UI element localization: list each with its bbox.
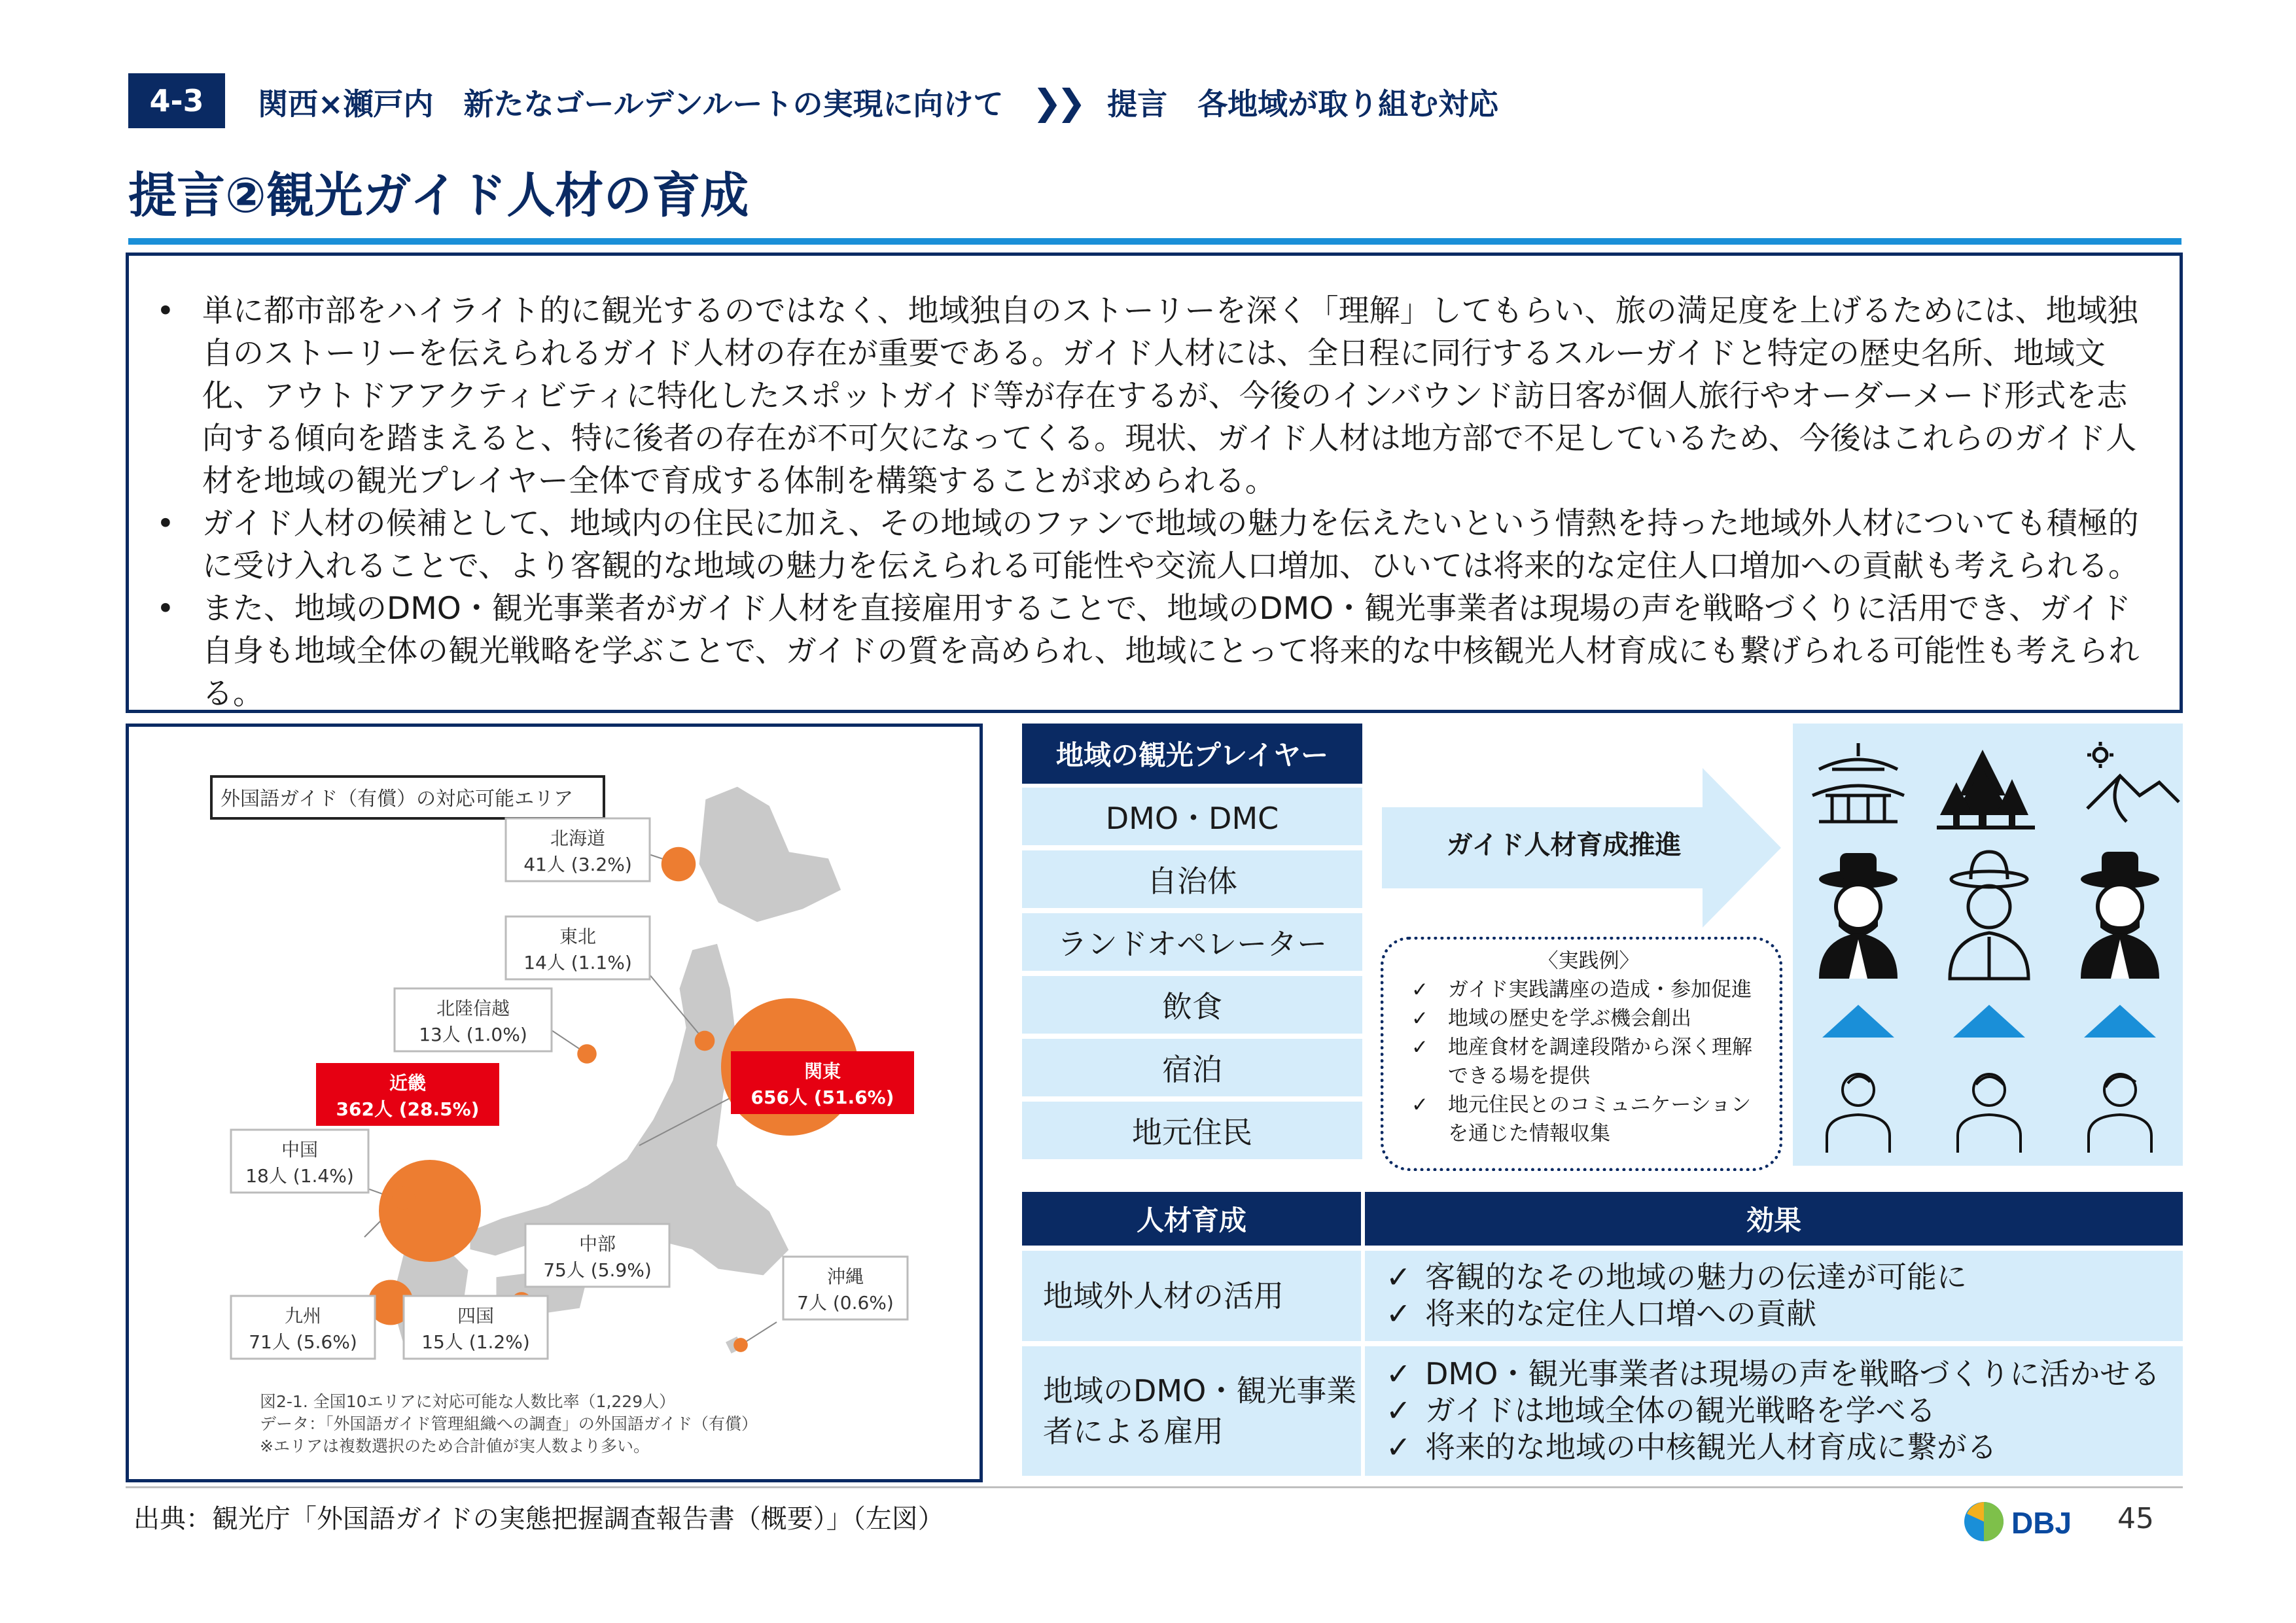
- breadcrumb: [258, 79, 1498, 126]
- check-icon: ✓: [1386, 1259, 1411, 1295]
- page-title: 提言②観光ガイド人材の育成: [128, 167, 749, 224]
- summary-box: [126, 253, 2183, 713]
- check-icon: ✓: [1386, 1393, 1411, 1428]
- map-title: 外国語ガイド（有償）の対応可能エリア: [221, 788, 574, 811]
- table-row-effects: [1365, 1251, 2183, 1341]
- region-value-hokkaido: 41人 (3.2%): [523, 854, 632, 875]
- check-icon: ✓: [1411, 1007, 1428, 1030]
- region-value-chugoku: 18人 (1.4%): [245, 1165, 354, 1187]
- region-value-chubu: 75人 (5.9%): [543, 1259, 652, 1281]
- triangle-icon: [1953, 1005, 2025, 1038]
- example-item: ✓ 地産食材を調達段階から深く理解できる場を提供: [1411, 1033, 1766, 1091]
- person-icon: [1827, 1074, 1890, 1153]
- example-item: ✓ ガイド実践講座の造成・参加促進: [1411, 975, 1766, 1004]
- summary-list: [142, 290, 2153, 715]
- region-label-kanto: 関東: [804, 1060, 841, 1082]
- temple-icon: [1812, 743, 1904, 822]
- check-icon: ✓: [1386, 1429, 1411, 1465]
- japan-map-svg: [129, 727, 980, 1479]
- hokkaido-shape: [698, 786, 842, 923]
- table-header-effect: 効果: [1365, 1192, 2183, 1246]
- region-value-kinki: 362人 (28.5%): [336, 1098, 480, 1120]
- practice-examples-box: [1381, 937, 1782, 1171]
- check-icon: ✓: [1386, 1356, 1411, 1391]
- region-label-kinki: 近畿: [389, 1072, 427, 1094]
- example-item: ✓ 地元住民とのコミュニケーションを通じた情報収集: [1411, 1091, 1766, 1148]
- arrow-label: ガイド人材育成推進: [1446, 830, 1682, 860]
- dbj-logo: [1960, 1495, 2091, 1548]
- region-bubble: [733, 1338, 748, 1352]
- table-row-effects: [1365, 1346, 2183, 1476]
- players-header: 地域の観光プレイヤー: [1022, 724, 1362, 784]
- guide-hat-icon: [2081, 852, 2159, 979]
- footer-divider: [126, 1486, 2183, 1488]
- summary-text: 単に都市部をハイライト的に観光するのではなく、地域独自のストーリーを深く「理解」してもらい、旅の満足度を上げるためには、地域独自のストーリーを伝えられるガイド人材の存在が重要である。ガイド人材には、全日程に同行するスルーガイドと特定の歴史名所、地域文化、アウトドアアクティビティに特化したスポットガイド等が存在するが、今後のインバウンド訪日客が個人旅行やオーダーメード形式を志向する傾向を踏まえると、特に後者の存在が不可欠になってくる。現状、ガイド人材は地方部で不足しているため、今後はこれらのガイド人材を地域の観光プレイヤー全体で育成する体制を構築することが求められる。: [202, 293, 2138, 499]
- mountain-sun-icon: [2087, 742, 2179, 822]
- region-label-okinawa: 沖縄: [826, 1266, 864, 1287]
- triangle-icon: [1822, 1005, 1894, 1038]
- map-caption: [260, 1392, 758, 1456]
- map-caption-line: ※エリアは複数選択のため合計値が実人数より多い。: [260, 1437, 650, 1456]
- region-label-chugoku: 中国: [281, 1139, 319, 1161]
- title-underline: [128, 238, 2181, 245]
- guide-hiker-icon: [1950, 852, 2028, 979]
- triangle-icons: [1822, 1005, 2156, 1038]
- page-number: 45: [2117, 1502, 2154, 1535]
- svg-text:DBJ: DBJ: [2011, 1506, 2072, 1540]
- table-row-label: 地域外人材の活用: [1022, 1251, 1361, 1341]
- effect-item: ✓ ガイドは地域全体の観光戦略を学べる: [1386, 1393, 1936, 1428]
- check-icon: ✓: [1411, 1036, 1428, 1059]
- effect-item: ✓ 客観的なその地域の魅力の伝達が可能に: [1386, 1259, 1967, 1295]
- triangle-icon: [2084, 1005, 2156, 1038]
- region-label-hokkaido: 北海道: [550, 828, 606, 849]
- table-row-label: 地域のDMO・観光事業者による雇用: [1022, 1346, 1361, 1476]
- japan-map-figure: [126, 724, 983, 1482]
- summary-bullet: [142, 290, 2153, 502]
- person-icons: [1827, 1074, 2151, 1153]
- summary-bullet: [142, 502, 2153, 587]
- region-value-shikoku: 15人 (1.2%): [421, 1331, 530, 1353]
- person-icon: [2089, 1074, 2151, 1153]
- region-label-shikoku: 四国: [457, 1305, 495, 1327]
- breadcrumb-main: 関西×瀬戸内 新たなゴールデンルートの実現に向けて: [258, 86, 1004, 122]
- double-chevron-icon: ❯❯: [1032, 81, 1082, 123]
- player-item: DMO・DMC: [1022, 788, 1362, 845]
- check-icon: ✓: [1411, 1093, 1428, 1117]
- section-number-badge: 4-3: [128, 73, 225, 128]
- player-item: 宿泊: [1022, 1039, 1362, 1096]
- region-bubble: [393, 1187, 415, 1210]
- region-label-hokuriku: 北陸信越: [436, 998, 510, 1019]
- check-icon: ✓: [1411, 978, 1428, 1002]
- region-bubble: [695, 1031, 715, 1051]
- player-item: 飲食: [1022, 976, 1362, 1034]
- player-item: 自治体: [1022, 850, 1362, 908]
- region-label-kyushu: 九州: [284, 1305, 322, 1327]
- bullet-mark: •: [156, 506, 175, 542]
- region-value-kyushu: 71人 (5.6%): [249, 1331, 357, 1353]
- region-label-chubu: 中部: [578, 1233, 616, 1255]
- breadcrumb-sub: 提言 各地域が取り組む対応: [1107, 86, 1499, 122]
- region-bubble: [379, 1160, 481, 1262]
- player-item: ランドオペレーター: [1022, 913, 1362, 971]
- guide-icons-panel: [1793, 724, 2183, 1166]
- bullet-mark: •: [156, 591, 175, 627]
- guide-cowboy-icon: [1819, 853, 1898, 979]
- summary-text: ガイド人材の候補として、地域内の住民に加え、その地域のファンで地域の魅力を伝えたいという情熱を持った地域外人材についても積極的に受け入れることで、より客観的な地域の魅力を伝えられる可能性や交流人口増加、ひいては将来的な定住人口増加への貢献も考えられる。: [202, 506, 2140, 584]
- table-header-training: 人材育成: [1022, 1192, 1361, 1246]
- summary-bullet: [142, 587, 2153, 715]
- effect-item: ✓ DMO・観光事業者は現場の声を戦略づくりに活かせる: [1386, 1356, 2161, 1391]
- region-value-kanto: 656人 (51.6%): [751, 1087, 894, 1108]
- check-icon: ✓: [1386, 1296, 1411, 1331]
- map-caption-line: データ：「外国語ガイド管理組織への調査」の外国語ガイド（有償）: [260, 1414, 758, 1433]
- example-item: ✓ 地域の歴史を学ぶ機会創出: [1411, 1004, 1766, 1033]
- person-icon: [1958, 1074, 2021, 1153]
- source-note: 出典：観光庁「外国語ガイドの実態把握調査報告書（概要）」（左図）: [133, 1504, 944, 1534]
- region-value-okinawa: 7人 (0.6%): [797, 1292, 894, 1314]
- summary-text: また、地域のDMO・観光事業者がガイド人材を直接雇用することで、地域のDMO・観光事業者は現場の声を戦略づくりに活用でき、ガイド自身も地域全体の観光戦略を学ぶことで、ガイドの質を高められ、地域にとって将来的な中核観光人材育成にも繋げられる可能性も考えられる。: [202, 591, 2140, 712]
- examples-title: 〈実践例〉: [1538, 949, 1640, 973]
- region-bubble: [662, 847, 696, 882]
- effect-item: ✓ 将来的な地域の中核観光人材育成に繋がる: [1386, 1429, 1997, 1465]
- region-label-tohoku: 東北: [559, 926, 597, 947]
- effect-item: ✓ 将来的な定住人口増への貢献: [1386, 1296, 1816, 1331]
- player-item: 地元住民: [1022, 1102, 1362, 1159]
- map-caption-line: 図2-1. 全国10エリアに対応可能な人数比率（1,229人）: [260, 1392, 676, 1411]
- bullet-mark: •: [156, 293, 175, 329]
- region-bubble: [577, 1044, 597, 1064]
- region-value-hokuriku: 13人 (1.0%): [419, 1024, 527, 1045]
- region-value-tohoku: 14人 (1.1%): [523, 952, 632, 973]
- forest-icon: [1937, 750, 2035, 829]
